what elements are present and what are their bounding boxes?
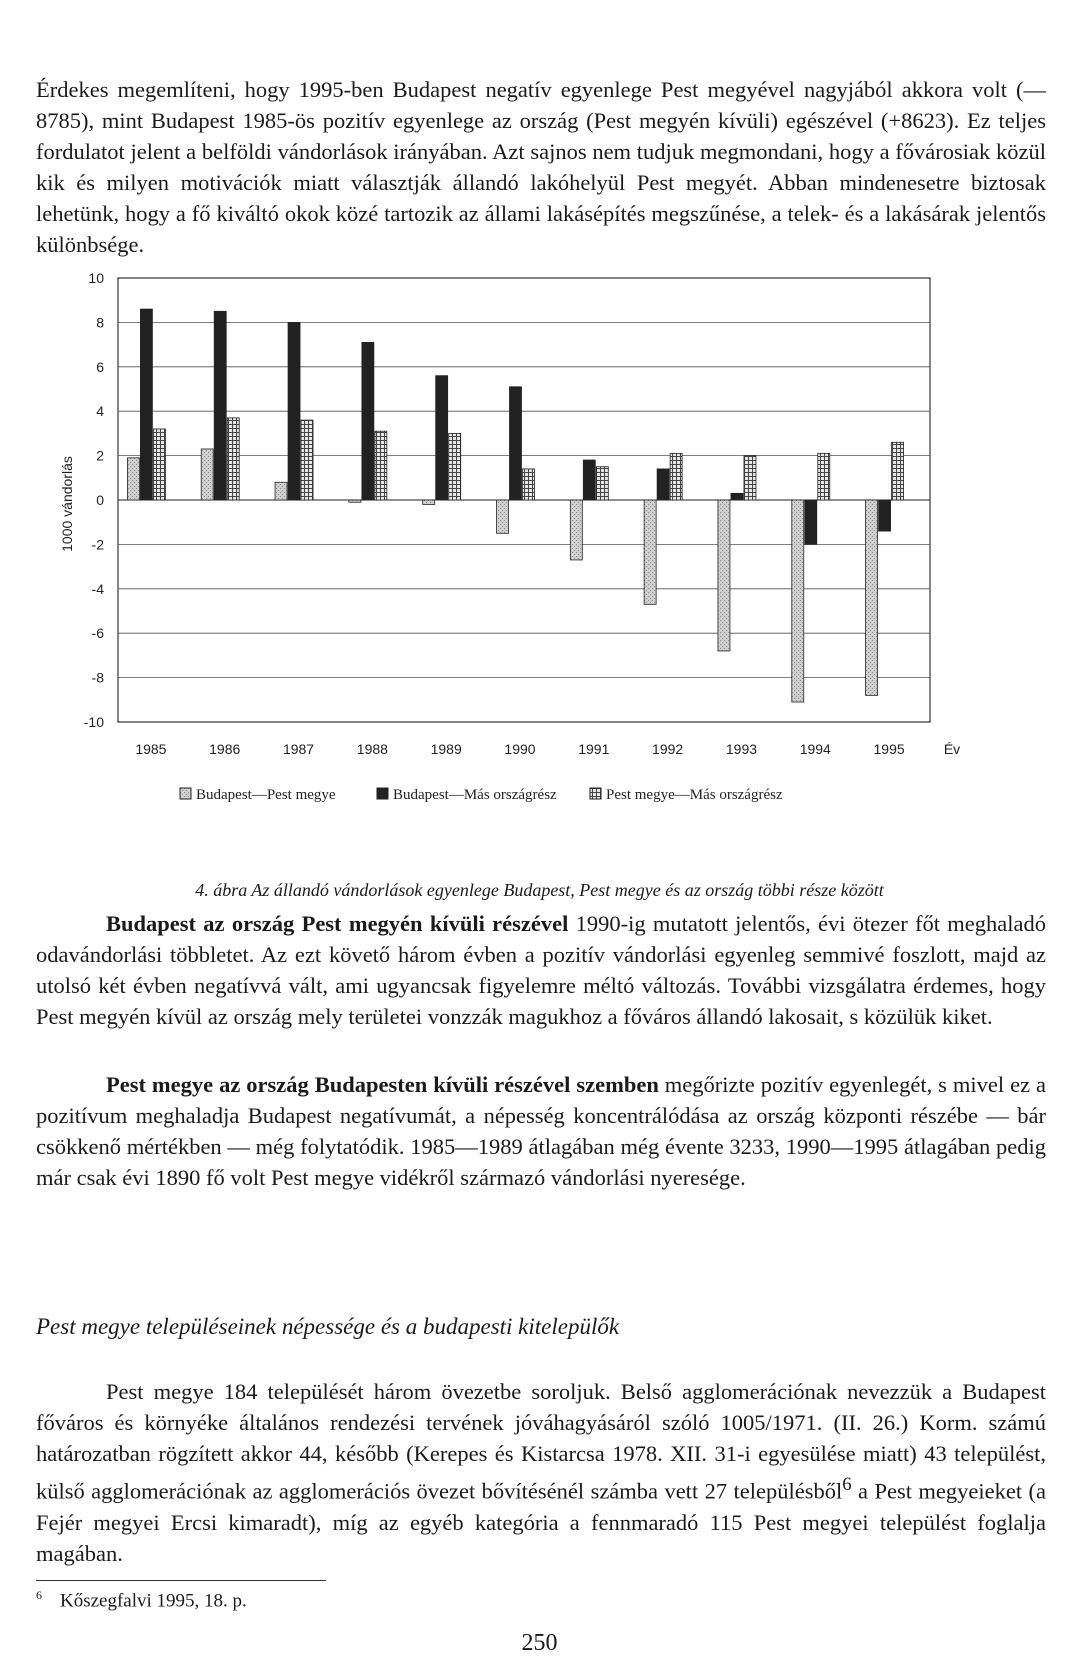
footnote [36, 1588, 247, 1612]
bar-dark-1985 [140, 309, 152, 500]
bar-grid-1991 [596, 467, 608, 500]
x-axis-title: Év [943, 741, 961, 757]
body-paragraph-3 [36, 1069, 1046, 1193]
y-tick-label: 4 [96, 403, 104, 420]
x-tick-label: 1987 [282, 741, 315, 757]
bar-grid-1989 [449, 433, 461, 500]
p2-bold-lead: Budapest az ország Pest megyén kívüli részével [106, 911, 569, 936]
y-tick-label: 6 [96, 358, 104, 375]
x-tick-label: 1985 [135, 741, 167, 757]
bar-grid-1990 [523, 469, 535, 500]
x-tick-label: 1989 [430, 741, 462, 757]
bar-dark-1991 [583, 460, 595, 500]
bar-light-1992 [644, 500, 656, 604]
legend-label: Pest megye—Más országrész [606, 787, 783, 803]
bar-light-1985 [127, 458, 139, 500]
bar-grid-1986 [227, 418, 239, 500]
bar-dark-1994 [805, 500, 817, 544]
bar-dark-1986 [214, 311, 226, 500]
page-number: 250 [521, 1630, 558, 1656]
p3-bold-lead: Pest megye az ország Budapesten kívüli részével szemben [106, 1072, 659, 1097]
footnote-ref: 6 [842, 1474, 852, 1495]
legend-swatch-grid [590, 788, 601, 799]
intro-text: Érdekes megemlíteni, hogy 1995-ben Budapest negatív egyenlege Pest megyével nagyjából akkora volt (—8785), mint Budapest 1985-ös pozitív egyenlege az ország (Pest megyén kívüli) egészével (+8623). Ez teljes fordulatot jelent a belföldi vándorlások irányában. Azt sajnos nem tudjuk megmondani, hogy a fővárosiak közül kik és milyen motivációk miatt választják állandó lakóhelyül Pest megyét. Abban mindenesetre biztosak lehetünk, hogy a fő kiváltó okok közé tartozik az állami lakásépítés megszűnése, a telek- és a lakásárak jelentős különbsége. [36, 77, 1046, 257]
bar-grid-1987 [301, 420, 313, 500]
x-tick-label: 1988 [356, 741, 388, 757]
section-heading: Pest megye településeinek népessége és a budapesti kitelepülők [36, 1314, 620, 1339]
bar-light-1991 [570, 500, 582, 560]
bar-dark-1992 [657, 469, 669, 500]
bar-light-1995 [866, 500, 878, 695]
bar-light-1987 [275, 482, 287, 500]
bar-dark-1993 [731, 493, 743, 500]
bar-dark-1989 [436, 376, 448, 500]
x-tick-label: 1990 [504, 741, 536, 757]
bar-light-1990 [497, 500, 509, 533]
y-tick-label: -6 [91, 625, 104, 642]
p3-text: megőrizte pozitív egyenlegét, s mivel ez a pozitívum meghaladja Budapest negatívumát, a népesség koncentrálódása az ország központi részébe — bár csökkenő mértékben — még folytatódik. 1985—1989 átlagában még évente 3233, 1990—1995 átlagában pedig már csak évi 1890 fő volt Pest megye vidékről származó vándorlási nyeresége. [36, 1072, 1046, 1190]
footnote-divider [36, 1580, 326, 1581]
p2-text: 1990-ig mutatott jelentős, évi ötezer főt meghaladó odavándorlási többletet. Az ezt követő három évben a pozitív vándorlási egyenleg semmivé foszlott, majd az utolsó két évben negatívvá vált, ami ugyancsak figyelemre méltó változás. További vizsgálatra érdemes, hogy Pest megyén kívül az ország mely területei vonzzák magukhoz a főváros állandó lakosait, s közülük kiket. [36, 911, 1046, 1029]
y-tick-label: -8 [91, 669, 104, 686]
legend-label: Budapest—Más országrész [393, 787, 557, 803]
bar-light-1993 [718, 500, 730, 651]
bar-dark-1988 [362, 342, 374, 500]
bar-dark-1990 [510, 387, 522, 500]
x-tick-label: 1992 [652, 741, 684, 757]
bar-grid-1988 [375, 431, 387, 500]
body-paragraph-4 [36, 1376, 1046, 1569]
bar-light-1988 [349, 500, 361, 502]
migration-chart [0, 268, 1079, 868]
bar-dark-1995 [879, 500, 891, 531]
x-tick-label: 1993 [725, 741, 758, 757]
p4-text-b: a Pest megyeieket (a Fejér megyei Ercsi kimaradt), míg az egyéb kategória a fennmaradó 115 Pest megyei települést foglalja magában. [36, 1478, 1046, 1566]
body-paragraph-2 [36, 908, 1046, 1032]
intro-paragraph [36, 74, 1046, 260]
p4-text-a: Pest megye 184 települését három övezetbe soroljuk. Belső agglomerációnak nevezzük a Budapest főváros és környéke általános rendezési tervének jóváhagyásáról szóló 1005/1971. (II. 26.) Korm. számú határozatban rögzített akkor 44, később (Kerepes és Kistarcsa 1978. XII. 31-i egyesülése miatt) 43 települést, külső agglomerációnak az agglomerációs övezet bővítésénél számba vett 27 településből [36, 1379, 1046, 1504]
x-tick-label: 1986 [209, 741, 241, 757]
figure-caption: 4. ábra Az állandó vándorlások egyenlege Budapest, Pest megye és az ország többi része között [195, 880, 884, 900]
y-tick-label: 10 [88, 270, 104, 286]
legend-label: Budapest—Pest megye [196, 787, 336, 803]
y-tick-label: -2 [91, 536, 104, 553]
footnote-text: Kőszegfalvi 1995, 18. p. [60, 1590, 247, 1612]
bar-grid-1985 [153, 429, 165, 500]
y-tick-label: 2 [96, 447, 104, 464]
bar-dark-1987 [288, 322, 300, 500]
bar-grid-1994 [818, 453, 830, 500]
y-tick-label: 8 [96, 314, 104, 331]
bar-grid-1992 [670, 453, 682, 500]
y-tick-label: -10 [83, 714, 104, 730]
y-axis-title: 1000 vándorlás [59, 456, 75, 552]
footnote-mark: 6 [36, 1588, 42, 1602]
legend-swatch-dark [377, 788, 388, 799]
bar-light-1994 [792, 500, 804, 702]
x-tick-label: 1995 [873, 741, 905, 757]
bar-grid-1995 [892, 442, 904, 500]
y-tick-label: 0 [96, 492, 104, 508]
bar-light-1986 [201, 449, 213, 500]
bar-light-1989 [423, 500, 435, 504]
x-tick-label: 1994 [799, 741, 831, 757]
bar-grid-1993 [744, 456, 756, 500]
x-tick-label: 1991 [578, 741, 610, 757]
legend-swatch-light [180, 788, 191, 799]
y-tick-label: -4 [91, 580, 104, 597]
